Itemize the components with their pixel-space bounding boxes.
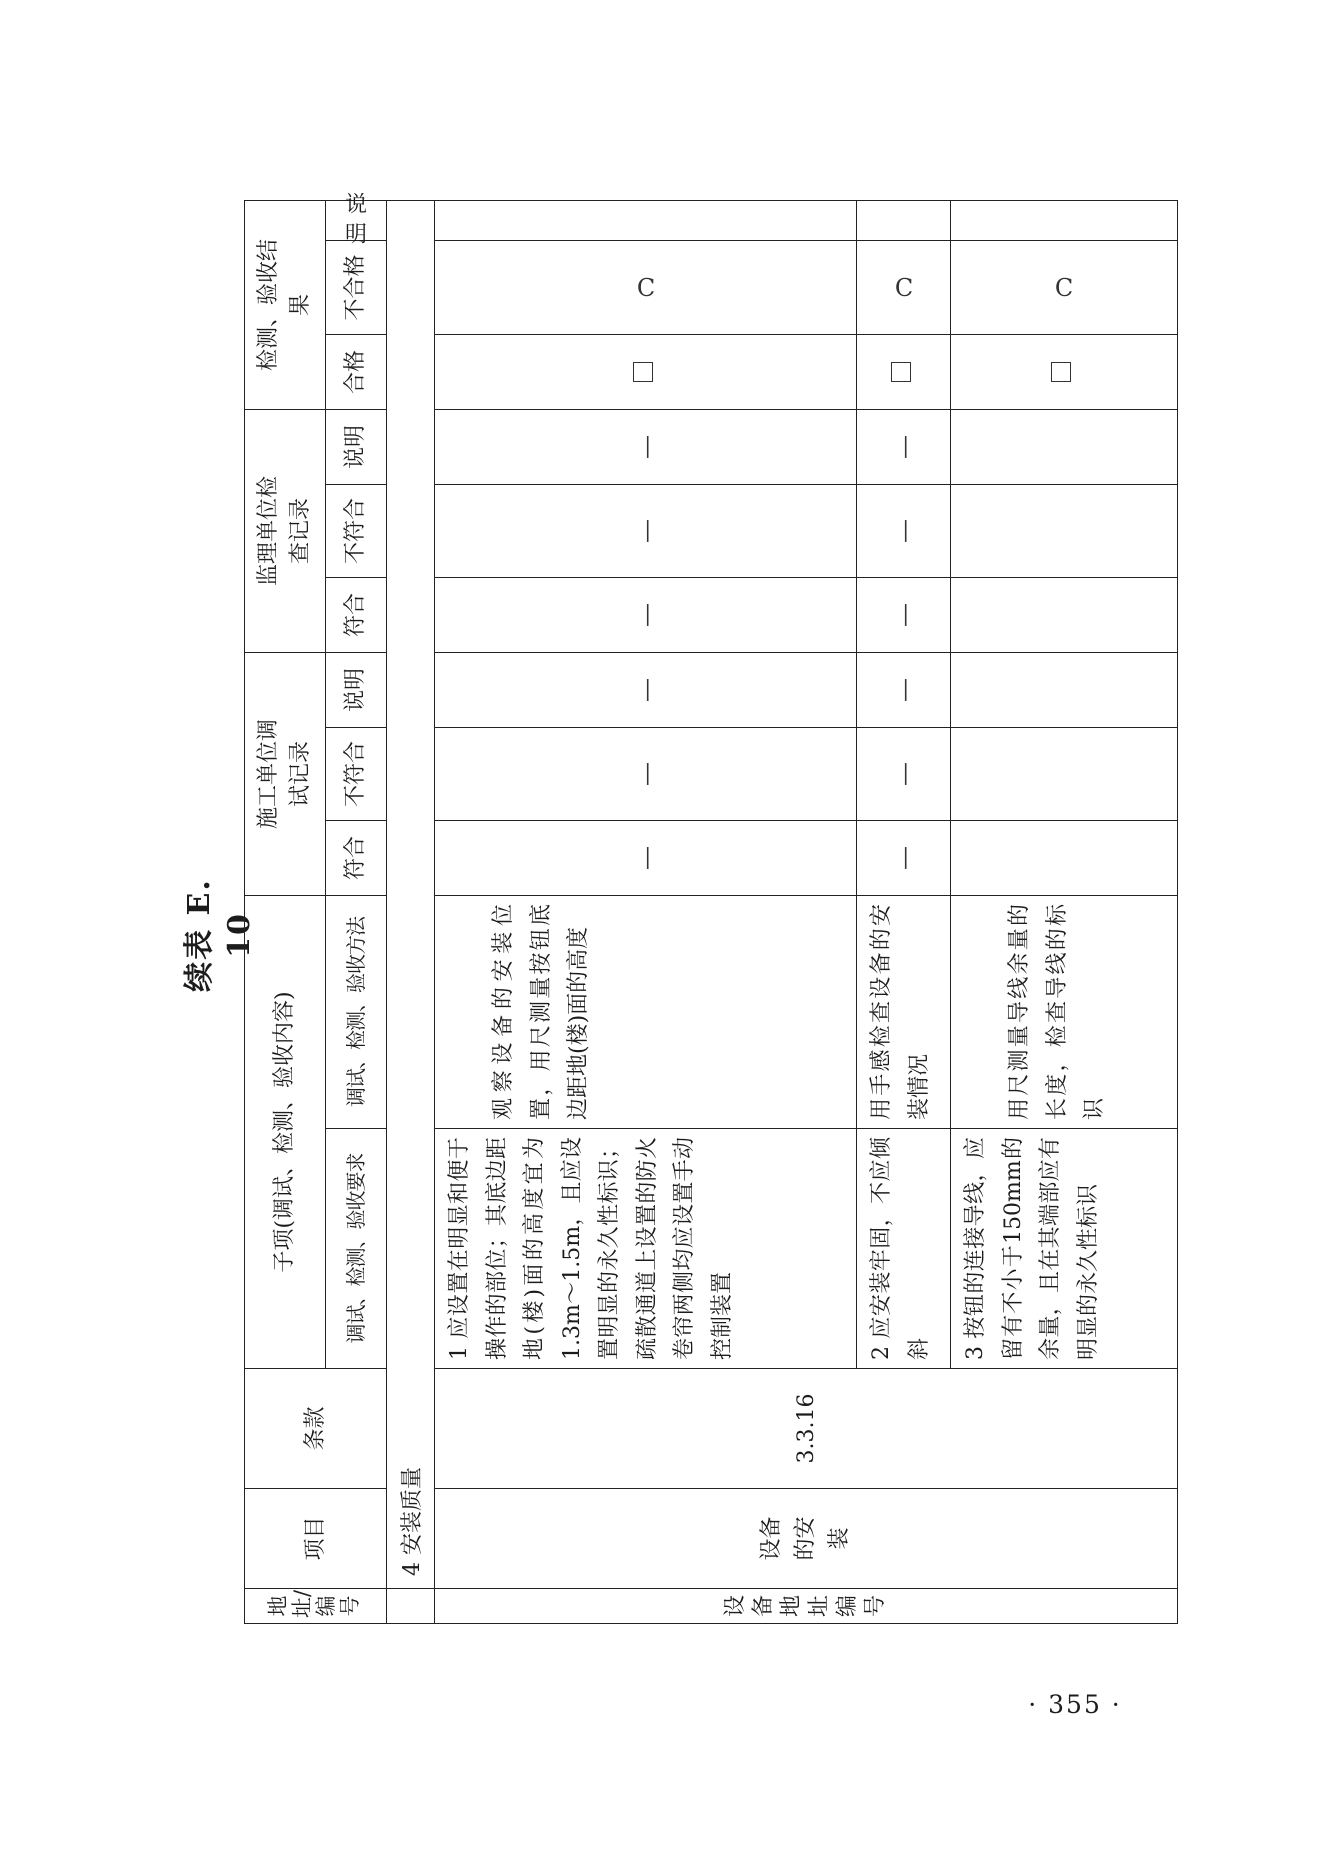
header-construction: 施工单位调试记录 [245,652,326,895]
requirement-text: 3 按钮的连接导线，应留有不小于150mm的余量，且在其端部应有明显的永久性标识 [951,1129,1178,1369]
result-remark-value [951,200,1178,240]
inspection-table-rotated [244,192,1154,1624]
construction-conform-value: — [435,820,857,895]
method-text: 用手感检查设备的安装情况 [857,895,951,1128]
header-subitem: 子项(调试、检测、验收内容) [245,895,326,1368]
header-project: 项目 [245,1489,387,1589]
header-method-col: 调试、检测、验收方法 [326,895,387,1128]
construction-nonconform-value [951,727,1178,820]
construction-conform-header: 符合 [326,820,387,895]
qualified-checkbox[interactable] [951,334,1178,409]
supervision-nonconform-value [951,484,1178,577]
supervision-nonconform-value: — [435,484,857,577]
page-title: 续表 E. 10 [182,878,257,992]
result-qualified-header: 合格 [326,334,387,409]
construction-remark-header: 说明 [326,652,387,727]
checkbox-square-icon [891,362,911,382]
supervision-remark-value: — [435,409,857,484]
supervision-nonconform-header: 不符合 [326,484,387,577]
project-value: 设备的安装 [435,1489,1178,1589]
checkbox-square-icon [1051,362,1071,382]
section-spacer [387,1589,435,1624]
page-number: · 355 · [1028,1690,1122,1719]
result-remark-value [435,200,857,240]
supervision-remark-value [951,409,1178,484]
construction-nonconform-header: 不符合 [326,727,387,820]
unqualified-mark: C [435,240,857,334]
section-title: 4 安装质量 [387,200,435,1588]
construction-remark-value: — [857,652,951,727]
method-text: 观察设备的安装位置，用尺测量按钮底边距地(楼)面的高度 [435,895,857,1128]
qualified-checkbox[interactable] [435,334,857,409]
supervision-conform-value: — [857,577,951,652]
construction-remark-value [951,652,1178,727]
construction-conform-value [951,820,1178,895]
header-clause: 条款 [245,1369,387,1489]
construction-remark-value: — [435,652,857,727]
construction-nonconform-value: — [435,727,857,820]
result-remark-value [857,200,951,240]
result-unqualified-header: 不合格 [326,240,387,334]
header-supervision: 监理单位检查记录 [245,409,326,652]
clause-value: 3.3.16 [435,1369,1178,1489]
method-text: 用尺测量导线余量的长度，检查导线的标识 [951,895,1178,1128]
construction-conform-value: — [857,820,951,895]
header-requirement-col: 调试、检测、验收要求 [326,1129,387,1369]
unqualified-mark: C [951,240,1178,334]
header-address-code: 地址/编号 [245,1589,387,1624]
supervision-remark-header: 说明 [326,409,387,484]
requirement-text: 2 应安装牢固，不应倾斜 [857,1129,951,1369]
header-result: 检测、验收结果 [245,200,326,409]
supervision-conform-value: — [435,577,857,652]
inspection-table [244,192,1178,1624]
qualified-checkbox[interactable] [857,334,951,409]
supervision-conform-value [951,577,1178,652]
supervision-nonconform-value: — [857,484,951,577]
unqualified-mark: C [857,240,951,334]
requirement-text: 1 应设置在明显和便于操作的部位；其底边距地(楼)面的高度宜为1.3m～1.5m，且应设置明显的永久性标识；疏散通道上设置的防火卷帘两侧均应设置手动控制装置 [435,1129,857,1369]
supervision-conform-header: 符合 [326,577,387,652]
result-remark-header: 说明 [326,200,387,240]
supervision-remark-value: — [857,409,951,484]
checkbox-square-icon [633,362,653,382]
construction-nonconform-value: — [857,727,951,820]
address-code-value: 设备地址编号 [435,1589,1178,1624]
